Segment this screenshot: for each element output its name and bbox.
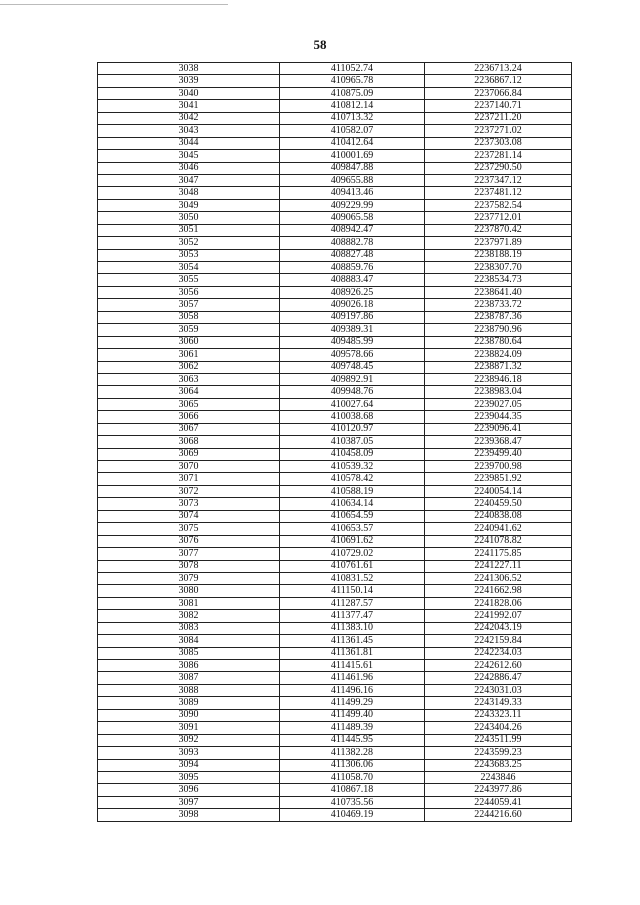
y-coordinate-cell: 2237971.89 xyxy=(425,237,572,249)
table-row xyxy=(98,224,572,236)
x-coordinate-cell: 410875.09 xyxy=(280,87,425,99)
x-coordinate-cell: 410729.02 xyxy=(280,548,425,560)
point-number-cell: 3065 xyxy=(98,398,280,410)
y-coordinate-cell: 2243323.11 xyxy=(425,709,572,721)
y-coordinate-cell: 2241227.11 xyxy=(425,560,572,572)
x-coordinate-cell: 410634.14 xyxy=(280,498,425,510)
x-coordinate-cell: 408882.78 xyxy=(280,237,425,249)
y-coordinate-cell: 2242886.47 xyxy=(425,672,572,684)
y-coordinate-cell: 2237271.02 xyxy=(425,125,572,137)
y-coordinate-cell: 2236867.12 xyxy=(425,75,572,87)
x-coordinate-cell: 409413.46 xyxy=(280,187,425,199)
point-number-cell: 3061 xyxy=(98,349,280,361)
table-row xyxy=(98,299,572,311)
y-coordinate-cell: 2241175.85 xyxy=(425,548,572,560)
y-coordinate-cell: 2237870.42 xyxy=(425,224,572,236)
point-number-cell: 3080 xyxy=(98,585,280,597)
y-coordinate-cell: 2238534.73 xyxy=(425,274,572,286)
y-coordinate-cell: 2243599.23 xyxy=(425,747,572,759)
x-coordinate-cell: 411445.95 xyxy=(280,734,425,746)
table-row xyxy=(98,112,572,124)
x-coordinate-cell: 411382.28 xyxy=(280,747,425,759)
coordinates-table-body xyxy=(98,63,572,822)
coordinates-table xyxy=(97,62,572,822)
point-number-cell: 3098 xyxy=(98,809,280,821)
point-number-cell: 3071 xyxy=(98,473,280,485)
y-coordinate-cell: 2243683.25 xyxy=(425,759,572,771)
table-row xyxy=(98,187,572,199)
point-number-cell: 3074 xyxy=(98,510,280,522)
point-number-cell: 3087 xyxy=(98,672,280,684)
y-coordinate-cell: 2238733.72 xyxy=(425,299,572,311)
x-coordinate-cell: 410691.62 xyxy=(280,535,425,547)
table-row xyxy=(98,473,572,485)
table-row xyxy=(98,349,572,361)
y-coordinate-cell: 2237582.54 xyxy=(425,199,572,211)
y-coordinate-cell: 2238790.96 xyxy=(425,324,572,336)
table-row xyxy=(98,262,572,274)
y-coordinate-cell: 2238824.09 xyxy=(425,349,572,361)
table-row xyxy=(98,212,572,224)
y-coordinate-cell: 2239044.35 xyxy=(425,411,572,423)
table-row xyxy=(98,150,572,162)
y-coordinate-cell: 2242234.03 xyxy=(425,647,572,659)
point-number-cell: 3053 xyxy=(98,249,280,261)
x-coordinate-cell: 411499.29 xyxy=(280,697,425,709)
y-coordinate-cell: 2244059.41 xyxy=(425,796,572,808)
point-number-cell: 3094 xyxy=(98,759,280,771)
y-coordinate-cell: 2238787.36 xyxy=(425,311,572,323)
x-coordinate-cell: 411052.74 xyxy=(280,63,425,75)
point-number-cell: 3089 xyxy=(98,697,280,709)
x-coordinate-cell: 410867.18 xyxy=(280,784,425,796)
y-coordinate-cell: 2237281.14 xyxy=(425,150,572,162)
y-coordinate-cell: 2239499.40 xyxy=(425,448,572,460)
point-number-cell: 3042 xyxy=(98,112,280,124)
x-coordinate-cell: 411461.96 xyxy=(280,672,425,684)
y-coordinate-cell: 2239368.47 xyxy=(425,436,572,448)
point-number-cell: 3051 xyxy=(98,224,280,236)
point-number-cell: 3086 xyxy=(98,660,280,672)
x-coordinate-cell: 411306.06 xyxy=(280,759,425,771)
y-coordinate-cell: 2242612.60 xyxy=(425,660,572,672)
point-number-cell: 3084 xyxy=(98,635,280,647)
table-row xyxy=(98,622,572,634)
table-row xyxy=(98,734,572,746)
x-coordinate-cell: 411287.57 xyxy=(280,597,425,609)
point-number-cell: 3055 xyxy=(98,274,280,286)
table-row xyxy=(98,448,572,460)
x-coordinate-cell: 408942.47 xyxy=(280,224,425,236)
y-coordinate-cell: 2242159.84 xyxy=(425,635,572,647)
y-coordinate-cell: 2243846 xyxy=(425,771,572,783)
x-coordinate-cell: 411489.39 xyxy=(280,722,425,734)
y-coordinate-cell: 2237712.01 xyxy=(425,212,572,224)
x-coordinate-cell: 408859.76 xyxy=(280,262,425,274)
x-coordinate-cell: 409892.91 xyxy=(280,373,425,385)
table-row xyxy=(98,237,572,249)
y-coordinate-cell: 2237290.50 xyxy=(425,162,572,174)
x-coordinate-cell: 410653.57 xyxy=(280,523,425,535)
x-coordinate-cell: 410038.68 xyxy=(280,411,425,423)
x-coordinate-cell: 409748.45 xyxy=(280,361,425,373)
table-row xyxy=(98,784,572,796)
table-row xyxy=(98,535,572,547)
table-row xyxy=(98,485,572,497)
point-number-cell: 3076 xyxy=(98,535,280,547)
point-number-cell: 3045 xyxy=(98,150,280,162)
table-row xyxy=(98,249,572,261)
table-row xyxy=(98,560,572,572)
point-number-cell: 3096 xyxy=(98,784,280,796)
point-number-cell: 3072 xyxy=(98,485,280,497)
table-row xyxy=(98,162,572,174)
x-coordinate-cell: 409485.99 xyxy=(280,336,425,348)
point-number-cell: 3043 xyxy=(98,125,280,137)
table-row xyxy=(98,137,572,149)
x-coordinate-cell: 410412.64 xyxy=(280,137,425,149)
point-number-cell: 3082 xyxy=(98,610,280,622)
y-coordinate-cell: 2239700.98 xyxy=(425,461,572,473)
y-coordinate-cell: 2238983.04 xyxy=(425,386,572,398)
x-coordinate-cell: 409389.31 xyxy=(280,324,425,336)
table-row xyxy=(98,809,572,821)
table-row xyxy=(98,423,572,435)
point-number-cell: 3079 xyxy=(98,572,280,584)
x-coordinate-cell: 411361.45 xyxy=(280,635,425,647)
y-coordinate-cell: 2240054.14 xyxy=(425,485,572,497)
table-row xyxy=(98,572,572,584)
x-coordinate-cell: 409655.88 xyxy=(280,174,425,186)
y-coordinate-cell: 2237347.12 xyxy=(425,174,572,186)
x-coordinate-cell: 408883.47 xyxy=(280,274,425,286)
table-row xyxy=(98,684,572,696)
point-number-cell: 3085 xyxy=(98,647,280,659)
x-coordinate-cell: 410713.32 xyxy=(280,112,425,124)
point-number-cell: 3048 xyxy=(98,187,280,199)
y-coordinate-cell: 2237140.71 xyxy=(425,100,572,112)
y-coordinate-cell: 2242043.19 xyxy=(425,622,572,634)
point-number-cell: 3077 xyxy=(98,548,280,560)
point-number-cell: 3090 xyxy=(98,709,280,721)
y-coordinate-cell: 2243404.26 xyxy=(425,722,572,734)
table-row xyxy=(98,672,572,684)
point-number-cell: 3052 xyxy=(98,237,280,249)
table-row xyxy=(98,436,572,448)
point-number-cell: 3046 xyxy=(98,162,280,174)
table-row xyxy=(98,398,572,410)
table-row xyxy=(98,361,572,373)
x-coordinate-cell: 410735.56 xyxy=(280,796,425,808)
x-coordinate-cell: 409847.88 xyxy=(280,162,425,174)
y-coordinate-cell: 2237211.20 xyxy=(425,112,572,124)
point-number-cell: 3075 xyxy=(98,523,280,535)
point-number-cell: 3066 xyxy=(98,411,280,423)
point-number-cell: 3041 xyxy=(98,100,280,112)
table-row xyxy=(98,498,572,510)
y-coordinate-cell: 2243511.99 xyxy=(425,734,572,746)
table-row xyxy=(98,647,572,659)
point-number-cell: 3049 xyxy=(98,199,280,211)
y-coordinate-cell: 2241992.07 xyxy=(425,610,572,622)
point-number-cell: 3044 xyxy=(98,137,280,149)
y-coordinate-cell: 2243977.86 xyxy=(425,784,572,796)
y-coordinate-cell: 2238641.40 xyxy=(425,286,572,298)
y-coordinate-cell: 2236713.24 xyxy=(425,63,572,75)
table-row xyxy=(98,796,572,808)
x-coordinate-cell: 410654.59 xyxy=(280,510,425,522)
y-coordinate-cell: 2241828.06 xyxy=(425,597,572,609)
table-row xyxy=(98,373,572,385)
table-row xyxy=(98,709,572,721)
table-row xyxy=(98,697,572,709)
table-row xyxy=(98,660,572,672)
x-coordinate-cell: 411377.47 xyxy=(280,610,425,622)
point-number-cell: 3059 xyxy=(98,324,280,336)
y-coordinate-cell: 2237066.84 xyxy=(425,87,572,99)
x-coordinate-cell: 409948.76 xyxy=(280,386,425,398)
table-row xyxy=(98,311,572,323)
y-coordinate-cell: 2238780.64 xyxy=(425,336,572,348)
y-coordinate-cell: 2238871.32 xyxy=(425,361,572,373)
header-rule xyxy=(0,4,228,5)
y-coordinate-cell: 2239027.05 xyxy=(425,398,572,410)
table-row xyxy=(98,635,572,647)
point-number-cell: 3069 xyxy=(98,448,280,460)
point-number-cell: 3092 xyxy=(98,734,280,746)
x-coordinate-cell: 410458.09 xyxy=(280,448,425,460)
x-coordinate-cell: 409197.86 xyxy=(280,311,425,323)
point-number-cell: 3081 xyxy=(98,597,280,609)
x-coordinate-cell: 410027.64 xyxy=(280,398,425,410)
point-number-cell: 3068 xyxy=(98,436,280,448)
table-row xyxy=(98,771,572,783)
page-number: 58 xyxy=(313,37,327,52)
y-coordinate-cell: 2241306.52 xyxy=(425,572,572,584)
y-coordinate-cell: 2241078.82 xyxy=(425,535,572,547)
point-number-cell: 3058 xyxy=(98,311,280,323)
point-number-cell: 3062 xyxy=(98,361,280,373)
table-row xyxy=(98,174,572,186)
x-coordinate-cell: 408926.25 xyxy=(280,286,425,298)
y-coordinate-cell: 2240838.08 xyxy=(425,510,572,522)
y-coordinate-cell: 2239096.41 xyxy=(425,423,572,435)
x-coordinate-cell: 411415.61 xyxy=(280,660,425,672)
point-number-cell: 3088 xyxy=(98,684,280,696)
x-coordinate-cell: 410582.07 xyxy=(280,125,425,137)
x-coordinate-cell: 409026.18 xyxy=(280,299,425,311)
table-row xyxy=(98,75,572,87)
x-coordinate-cell: 410469.19 xyxy=(280,809,425,821)
table-row xyxy=(98,759,572,771)
table-row xyxy=(98,523,572,535)
x-coordinate-cell: 410539.32 xyxy=(280,461,425,473)
x-coordinate-cell: 408827.48 xyxy=(280,249,425,261)
point-number-cell: 3057 xyxy=(98,299,280,311)
y-coordinate-cell: 2244216.60 xyxy=(425,809,572,821)
table-row xyxy=(98,548,572,560)
point-number-cell: 3040 xyxy=(98,87,280,99)
x-coordinate-cell: 409578.66 xyxy=(280,349,425,361)
table-row xyxy=(98,411,572,423)
x-coordinate-cell: 410578.42 xyxy=(280,473,425,485)
y-coordinate-cell: 2238307.70 xyxy=(425,262,572,274)
point-number-cell: 3067 xyxy=(98,423,280,435)
table-row xyxy=(98,286,572,298)
table-row xyxy=(98,597,572,609)
table-row xyxy=(98,461,572,473)
x-coordinate-cell: 410588.19 xyxy=(280,485,425,497)
y-coordinate-cell: 2241662.98 xyxy=(425,585,572,597)
x-coordinate-cell: 411058.70 xyxy=(280,771,425,783)
point-number-cell: 3097 xyxy=(98,796,280,808)
table-row xyxy=(98,100,572,112)
point-number-cell: 3047 xyxy=(98,174,280,186)
point-number-cell: 3038 xyxy=(98,63,280,75)
x-coordinate-cell: 409065.58 xyxy=(280,212,425,224)
point-number-cell: 3063 xyxy=(98,373,280,385)
table-row xyxy=(98,125,572,137)
table-row xyxy=(98,747,572,759)
table-row xyxy=(98,610,572,622)
y-coordinate-cell: 2240459.50 xyxy=(425,498,572,510)
table-row xyxy=(98,336,572,348)
point-number-cell: 3078 xyxy=(98,560,280,572)
point-number-cell: 3091 xyxy=(98,722,280,734)
x-coordinate-cell: 411361.81 xyxy=(280,647,425,659)
point-number-cell: 3039 xyxy=(98,75,280,87)
x-coordinate-cell: 410831.52 xyxy=(280,572,425,584)
x-coordinate-cell: 411383.10 xyxy=(280,622,425,634)
x-coordinate-cell: 410120.97 xyxy=(280,423,425,435)
table-row xyxy=(98,199,572,211)
table-row xyxy=(98,63,572,75)
x-coordinate-cell: 410761.61 xyxy=(280,560,425,572)
x-coordinate-cell: 410812.14 xyxy=(280,100,425,112)
x-coordinate-cell: 411499.40 xyxy=(280,709,425,721)
x-coordinate-cell: 410387.05 xyxy=(280,436,425,448)
point-number-cell: 3095 xyxy=(98,771,280,783)
x-coordinate-cell: 410965.78 xyxy=(280,75,425,87)
x-coordinate-cell: 411496.16 xyxy=(280,684,425,696)
point-number-cell: 3050 xyxy=(98,212,280,224)
table-row xyxy=(98,722,572,734)
point-number-cell: 3073 xyxy=(98,498,280,510)
table-row xyxy=(98,585,572,597)
x-coordinate-cell: 409229.99 xyxy=(280,199,425,211)
table-row xyxy=(98,324,572,336)
point-number-cell: 3056 xyxy=(98,286,280,298)
point-number-cell: 3060 xyxy=(98,336,280,348)
point-number-cell: 3083 xyxy=(98,622,280,634)
y-coordinate-cell: 2243031.03 xyxy=(425,684,572,696)
point-number-cell: 3093 xyxy=(98,747,280,759)
y-coordinate-cell: 2237303.08 xyxy=(425,137,572,149)
table-row xyxy=(98,274,572,286)
point-number-cell: 3054 xyxy=(98,262,280,274)
table-row xyxy=(98,87,572,99)
table-row xyxy=(98,386,572,398)
x-coordinate-cell: 410001.69 xyxy=(280,150,425,162)
point-number-cell: 3064 xyxy=(98,386,280,398)
y-coordinate-cell: 2237481.12 xyxy=(425,187,572,199)
x-coordinate-cell: 411150.14 xyxy=(280,585,425,597)
y-coordinate-cell: 2239851.92 xyxy=(425,473,572,485)
y-coordinate-cell: 2243149.33 xyxy=(425,697,572,709)
y-coordinate-cell: 2238188.19 xyxy=(425,249,572,261)
y-coordinate-cell: 2240941.62 xyxy=(425,523,572,535)
table-row xyxy=(98,510,572,522)
y-coordinate-cell: 2238946.18 xyxy=(425,373,572,385)
point-number-cell: 3070 xyxy=(98,461,280,473)
